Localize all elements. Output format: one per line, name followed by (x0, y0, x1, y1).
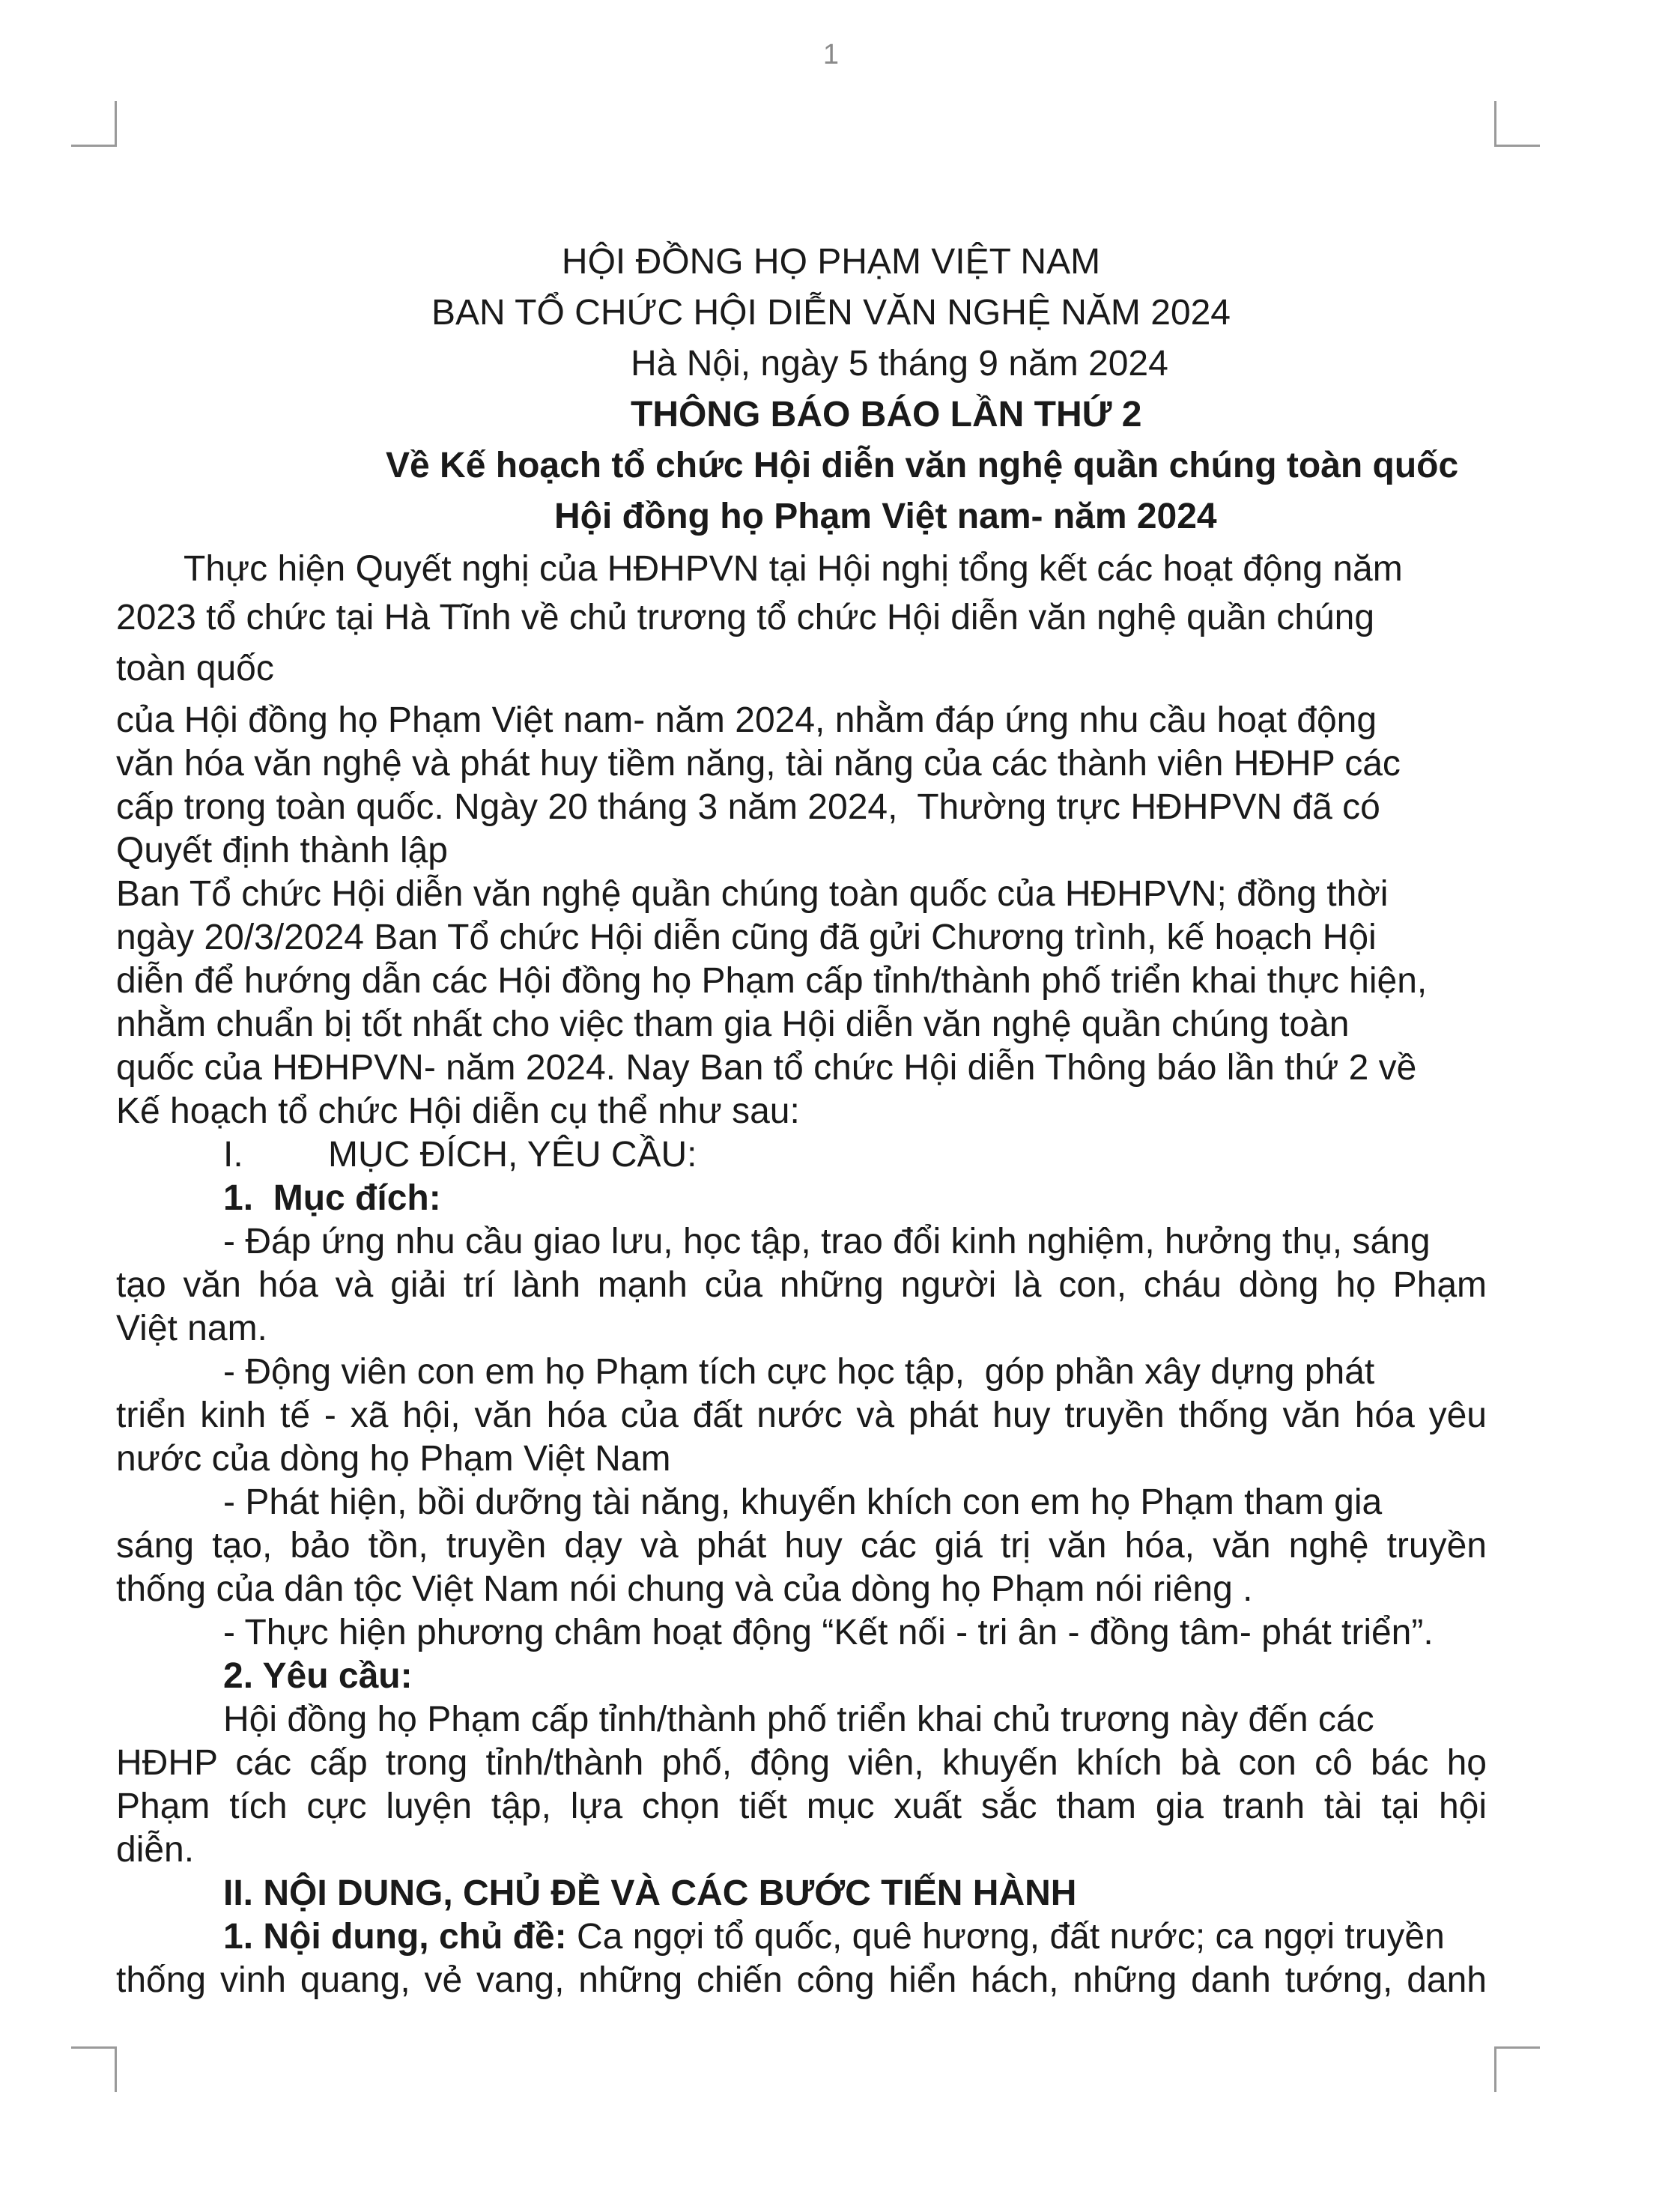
purpose-line: - Phát hiện, bồi dưỡng tài năng, khuyến khích con em họ Phạm tham gia (223, 1482, 1383, 1522)
intro-line: văn hóa văn nghệ và phát huy tiềm năng, tài năng của các thành viên HĐHP các (116, 744, 1401, 784)
intro-line: cấp trong toàn quốc. Ngày 20 tháng 3 năm 2024, Thường trực HĐHPVN đã có (116, 787, 1380, 827)
page-number: 1 (822, 39, 840, 70)
purpose-line: - Đáp ứng nhu cầu giao lưu, học tập, trao đổi kinh nghiệm, hưởng thụ, sáng (223, 1222, 1431, 1261)
subject-line-2: Hội đồng họ Phạm Việt nam- năm 2024 (554, 497, 1217, 536)
intro-line: 2023 tổ chức tại Hà Tĩnh về chủ trương tổ chức Hội diễn văn nghệ quần chúng (116, 598, 1375, 637)
requirements-line: Phạm tích cực luyện tập, lựa chọn tiết mục xuất sắc tham gia tranh tài tại hội (116, 1787, 1487, 1826)
crop-mark-bottom-left (71, 2046, 117, 2092)
section-2-sub1-continuation: thống vinh quang, vẻ vang, những chiến công hiển hách, những danh tướng, danh (116, 1960, 1487, 2000)
purpose-line: Việt nam. (116, 1309, 267, 1348)
purpose-line: triển kinh tế - xã hội, văn hóa của đất nước và phát huy truyền thống văn hóa yêu (116, 1396, 1487, 1435)
intro-line: toàn quốc (116, 649, 274, 688)
purpose-line: - Thực hiện phương châm hoạt động “Kết nối - tri ân - đồng tâm- phát triển”. (223, 1613, 1434, 1652)
purpose-line: sáng tạo, bảo tồn, truyền dạy và phát huy các giá trị văn hóa, văn nghệ truyền (116, 1526, 1487, 1566)
intro-line: Thực hiện Quyết nghị của HĐHPVN tại Hội nghị tổng kết các hoạt động năm (184, 549, 1403, 589)
intro-line: ngày 20/3/2024 Ban Tổ chức Hội diễn cũng đã gửi Chương trình, kế hoạch Hội (116, 918, 1377, 957)
crop-mark-top-right (1494, 101, 1540, 147)
section-2-title: II. NỘI DUNG, CHỦ ĐỀ VÀ CÁC BƯỚC TIẾN HÀNH (223, 1873, 1077, 1913)
section-1-sub1-title: 1. Mục đích: (223, 1178, 441, 1218)
purpose-line: thống của dân tộc Việt Nam nói chung và của dòng họ Phạm nói riêng . (116, 1569, 1253, 1609)
intro-line: nhằm chuẩn bị tốt nhất cho việc tham gia Hội diễn văn nghệ quần chúng toàn (116, 1005, 1350, 1044)
section-1-title: MỤC ĐÍCH, YÊU CẦU: (328, 1135, 697, 1175)
requirements-line: Hội đồng họ Phạm cấp tỉnh/thành phố triển khai chủ trương này đến các (223, 1700, 1374, 1739)
intro-line: Quyết định thành lập (116, 831, 448, 870)
intro-line: của Hội đồng họ Phạm Việt nam- năm 2024, nhằm đáp ứng nhu cầu hoạt động (116, 700, 1377, 740)
intro-line: diễn để hướng dẫn các Hội đồng họ Phạm cấp tỉnh/thành phố triển khai thực hiện, (116, 961, 1428, 1001)
committee-name: BAN TỔ CHỨC HỘI DIỄN VĂN NGHỆ NĂM 2024 (431, 293, 1231, 333)
section-2-sub1-text: Ca ngợi tổ quốc, quê hương, đất nước; ca ngợi truyền (566, 1917, 1445, 1957)
requirements-line: HĐHP các cấp trong tỉnh/thành phố, động viên, khuyến khích bà con cô bác họ (116, 1743, 1487, 1783)
notice-title: THÔNG BÁO BÁO LẦN THỨ 2 (631, 395, 1142, 434)
subject-line-1: Về Kế hoạch tổ chức Hội diễn văn nghệ quần chúng toàn quốc (386, 446, 1459, 485)
section-1-sub2-title: 2. Yêu cầu: (223, 1656, 413, 1696)
intro-line: Ban Tổ chức Hội diễn văn nghệ quần chúng toàn quốc của HĐHPVN; đồng thời (116, 874, 1389, 914)
purpose-line: - Động viên con em họ Phạm tích cực học tập, góp phần xây dựng phát (223, 1352, 1375, 1392)
intro-line: Kế hoạch tổ chức Hội diễn cụ thể như sau: (116, 1091, 800, 1131)
purpose-line: tạo văn hóa và giải trí lành mạnh của những người là con, cháu dòng họ Phạm (116, 1265, 1487, 1305)
requirements-line: diễn. (116, 1830, 195, 1870)
date-line: Hà Nội, ngày 5 tháng 9 năm 2024 (631, 344, 1168, 384)
section-1-numeral: I. (223, 1135, 243, 1175)
section-2-sub1-label: 1. Nội dung, chủ đề: (223, 1917, 567, 1957)
crop-mark-bottom-right (1494, 2046, 1540, 2092)
org-name: HỘI ĐỒNG HỌ PHẠM VIỆT NAM (561, 242, 1101, 282)
intro-line: quốc của HĐHPVN- năm 2024. Nay Ban tổ chức Hội diễn Thông báo lần thứ 2 về (116, 1048, 1417, 1088)
purpose-line: nước của dòng họ Phạm Việt Nam (116, 1439, 671, 1479)
crop-mark-top-left (71, 101, 117, 147)
section-2-sub1-line (223, 1916, 1445, 1958)
